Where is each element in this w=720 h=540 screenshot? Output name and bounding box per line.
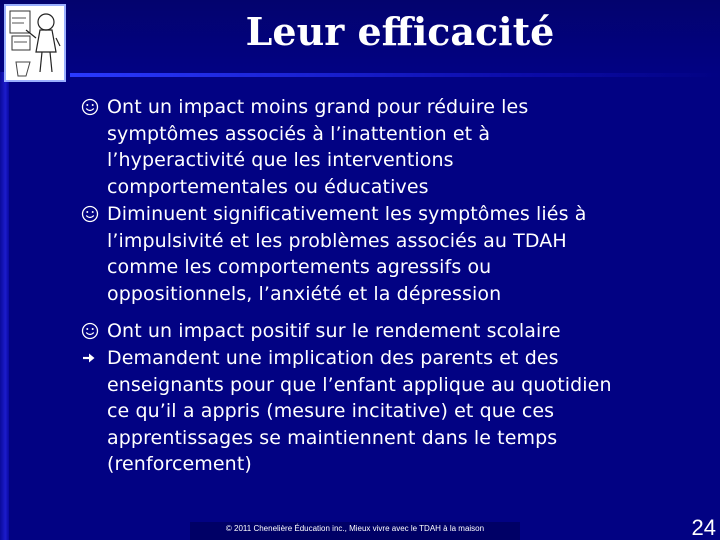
slide-title: Leur efficacité [245,9,555,54]
right-arrow-icon [81,349,99,367]
bullet-text: Diminuent significativement les symptômes liés à l’impulsivité et les problèmes associés au TDAH comme les comportements agressifs ou oppositionnels, l’anxiété et la dépression [107,203,587,305]
bullet-text: Ont un impact moins grand pour réduire les symptômes associés à l’inattention et à l’hyperactivité que les interventions comportementales ou éducatives [107,96,529,198]
sketch-logo-image [4,4,66,82]
sketch-logo-drawing [6,6,64,80]
smiley-face-icon [81,322,99,340]
bullet-text: Demandent une implication des parents et des enseignants pour que l’enfant applique au quotidien ce qu’il a appris (mesure incitative) et que ces apprentissages se maintiennent dans le temps (renforcement) [107,347,612,475]
bullet-text: Ont un impact positif sur le rendement scolaire [107,320,561,342]
copyright-footer: © 2011 Chenelière Éducation inc., Mieux vivre avec le TDAH à la maison [225,524,485,533]
page-number: 24 [691,515,716,540]
title-underline [70,73,720,77]
smiley-face-icon [81,98,99,116]
smiley-face-icon [81,205,99,223]
